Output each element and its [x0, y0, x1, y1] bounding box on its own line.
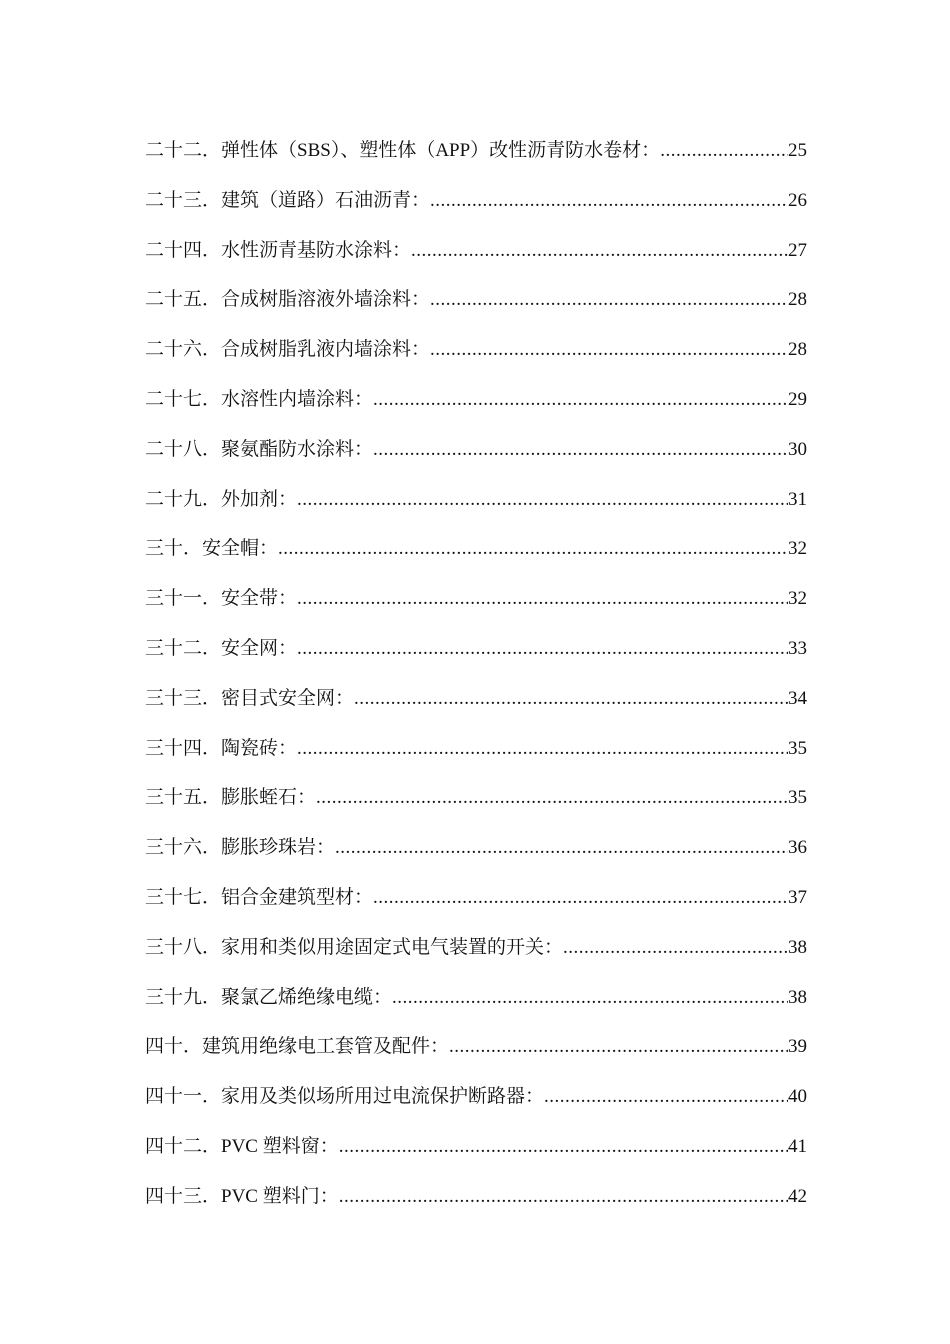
toc-entry-number: 三十三． — [145, 687, 222, 709]
toc-entry[interactable] — [145, 530, 807, 580]
toc-entry-title: PVC 塑料门： — [221, 1185, 339, 1207]
toc-entry-title: 铝合金建筑型材： — [221, 886, 374, 908]
toc-entry-title: 密目式安全网： — [221, 687, 355, 709]
toc-dot-leader — [316, 779, 788, 817]
toc-entry-title: 合成树脂溶液外墙涂料： — [221, 289, 431, 311]
toc-entry-page-number: 27 — [788, 239, 807, 261]
toc-entry[interactable] — [145, 1128, 807, 1178]
toc-entry-page-number: 32 — [788, 588, 807, 610]
toc-entry-title: 水性沥青基防水涂料： — [221, 239, 412, 261]
toc-dot-leader — [411, 232, 788, 270]
toc-entry-title: 陶瓷砖： — [221, 737, 298, 759]
toc-entry-page-number: 42 — [788, 1185, 807, 1207]
toc-entry[interactable] — [145, 481, 807, 531]
toc-dot-leader — [373, 431, 788, 469]
toc-entry[interactable] — [145, 1028, 807, 1078]
toc-entry-title: 合成树脂乳液内墙涂料： — [221, 339, 431, 361]
toc-dot-leader — [660, 132, 788, 170]
toc-entry-page-number: 26 — [788, 189, 807, 211]
toc-entry[interactable] — [145, 232, 807, 282]
toc-dot-leader — [430, 281, 788, 319]
toc-dot-leader — [430, 331, 788, 369]
toc-entry-page-number: 33 — [788, 637, 807, 659]
toc-dot-leader — [392, 979, 788, 1017]
toc-entry[interactable] — [145, 580, 807, 630]
toc-entry-number: 三十一． — [145, 588, 222, 610]
toc-entry-number: 二十七． — [145, 388, 222, 410]
toc-entry-number: 四十一． — [145, 1086, 222, 1108]
toc-entry-title: 水溶性内墙涂料： — [221, 388, 374, 410]
toc-entry-number: 四十三． — [145, 1185, 222, 1207]
toc-entry[interactable] — [145, 730, 807, 780]
toc-entry-title: 安全网： — [221, 637, 298, 659]
toc-entry-page-number: 35 — [788, 737, 807, 759]
toc-entry-page-number: 38 — [788, 936, 807, 958]
toc-entry-page-number: 28 — [788, 289, 807, 311]
toc-entry-number: 三十四． — [145, 737, 222, 759]
toc-entry-title: PVC 塑料窗： — [221, 1135, 339, 1157]
toc-entry-title: 弹性体（SBS）、塑性体（APP）改性沥青防水卷材： — [221, 140, 661, 161]
toc-entry-page-number: 36 — [788, 837, 807, 859]
toc-entry-page-number: 40 — [788, 1086, 807, 1108]
toc-entry-page-number: 38 — [788, 986, 807, 1008]
toc-entry[interactable] — [145, 182, 807, 232]
toc-entry-number: 二十八． — [145, 438, 222, 460]
toc-entry[interactable] — [145, 281, 807, 331]
toc-dot-leader — [339, 1128, 788, 1166]
toc-dot-leader — [297, 580, 788, 618]
toc-entry[interactable] — [145, 879, 807, 929]
toc-dot-leader — [335, 829, 788, 867]
toc-dot-leader — [373, 381, 788, 419]
toc-entry-number: 二十五． — [145, 289, 222, 311]
toc-entry-title: 外加剂： — [221, 488, 298, 510]
toc-entry[interactable] — [145, 1178, 807, 1228]
toc-entry-title: 膨胀蛭石： — [221, 787, 317, 809]
toc-entry[interactable] — [145, 929, 807, 979]
toc-dot-leader — [354, 680, 788, 718]
toc-dot-leader — [563, 929, 788, 967]
toc-entry-number: 三十七． — [145, 886, 222, 908]
toc-entry-page-number: 41 — [788, 1135, 807, 1157]
toc-entry-number: 三十六． — [145, 837, 222, 859]
toc-entry-page-number: 34 — [788, 687, 807, 709]
toc-entry-page-number: 35 — [788, 787, 807, 809]
toc-entry-page-number: 31 — [788, 488, 807, 510]
toc-entry-page-number: 37 — [788, 886, 807, 908]
toc-entry-number: 三十． — [145, 538, 203, 560]
toc-entry[interactable] — [145, 381, 807, 431]
toc-entry-number: 三十八． — [145, 936, 222, 958]
toc-entry[interactable] — [145, 630, 807, 680]
toc-entry-title: 安全帽： — [202, 538, 279, 560]
toc-dot-leader — [297, 730, 788, 768]
toc-entry-title: 建筑（道路）石油沥青： — [221, 189, 431, 211]
toc-dot-leader — [339, 1178, 788, 1216]
toc-entry-title: 聚氨酯防水涂料： — [221, 438, 374, 460]
toc-entry[interactable] — [145, 829, 807, 879]
toc-entry-title: 聚氯乙烯绝缘电缆： — [221, 986, 393, 1008]
toc-dot-leader — [430, 182, 788, 220]
toc-entry-number: 二十九． — [145, 488, 222, 510]
toc-entry[interactable] — [145, 132, 807, 182]
toc-dot-leader — [544, 1078, 788, 1116]
toc-entry[interactable] — [145, 331, 807, 381]
toc-entry-page-number: 30 — [788, 438, 807, 460]
toc-entry-title: 建筑用绝缘电工套管及配件： — [202, 1036, 450, 1058]
toc-entry[interactable] — [145, 979, 807, 1029]
toc-dot-leader — [278, 530, 788, 568]
toc-entry-number: 三十五． — [145, 787, 222, 809]
toc-entry-number: 三十二． — [145, 637, 222, 659]
toc-entry[interactable] — [145, 431, 807, 481]
toc-entry-number: 三十九． — [145, 986, 222, 1008]
toc-entry[interactable] — [145, 779, 807, 829]
toc-entry-page-number: 25 — [788, 140, 807, 161]
toc-entry-page-number: 28 — [788, 339, 807, 361]
toc-entry[interactable] — [145, 680, 807, 730]
toc-entry-number: 二十六． — [145, 339, 222, 361]
toc-dot-leader — [297, 481, 788, 519]
toc-entry-page-number: 39 — [788, 1036, 807, 1058]
toc-entry-title: 家用和类似用途固定式电气装置的开关： — [221, 936, 564, 958]
toc-entry-number: 四十． — [145, 1036, 203, 1058]
toc-entry-number: 二十二． — [145, 140, 222, 161]
toc-entry-title: 膨胀珍珠岩： — [221, 837, 336, 859]
table-of-contents — [145, 132, 807, 1228]
toc-entry-page-number: 29 — [788, 388, 807, 410]
toc-entry-number: 二十四． — [145, 239, 222, 261]
toc-entry-title: 安全带： — [221, 588, 298, 610]
toc-dot-leader — [297, 630, 788, 668]
toc-entry-number: 二十三． — [145, 189, 222, 211]
toc-entry-page-number: 32 — [788, 538, 807, 560]
toc-dot-leader — [373, 879, 788, 917]
toc-entry[interactable] — [145, 1078, 807, 1128]
toc-dot-leader — [449, 1028, 788, 1066]
toc-entry-title: 家用及类似场所用过电流保护断路器： — [221, 1086, 545, 1108]
toc-entry-number: 四十二． — [145, 1135, 222, 1157]
